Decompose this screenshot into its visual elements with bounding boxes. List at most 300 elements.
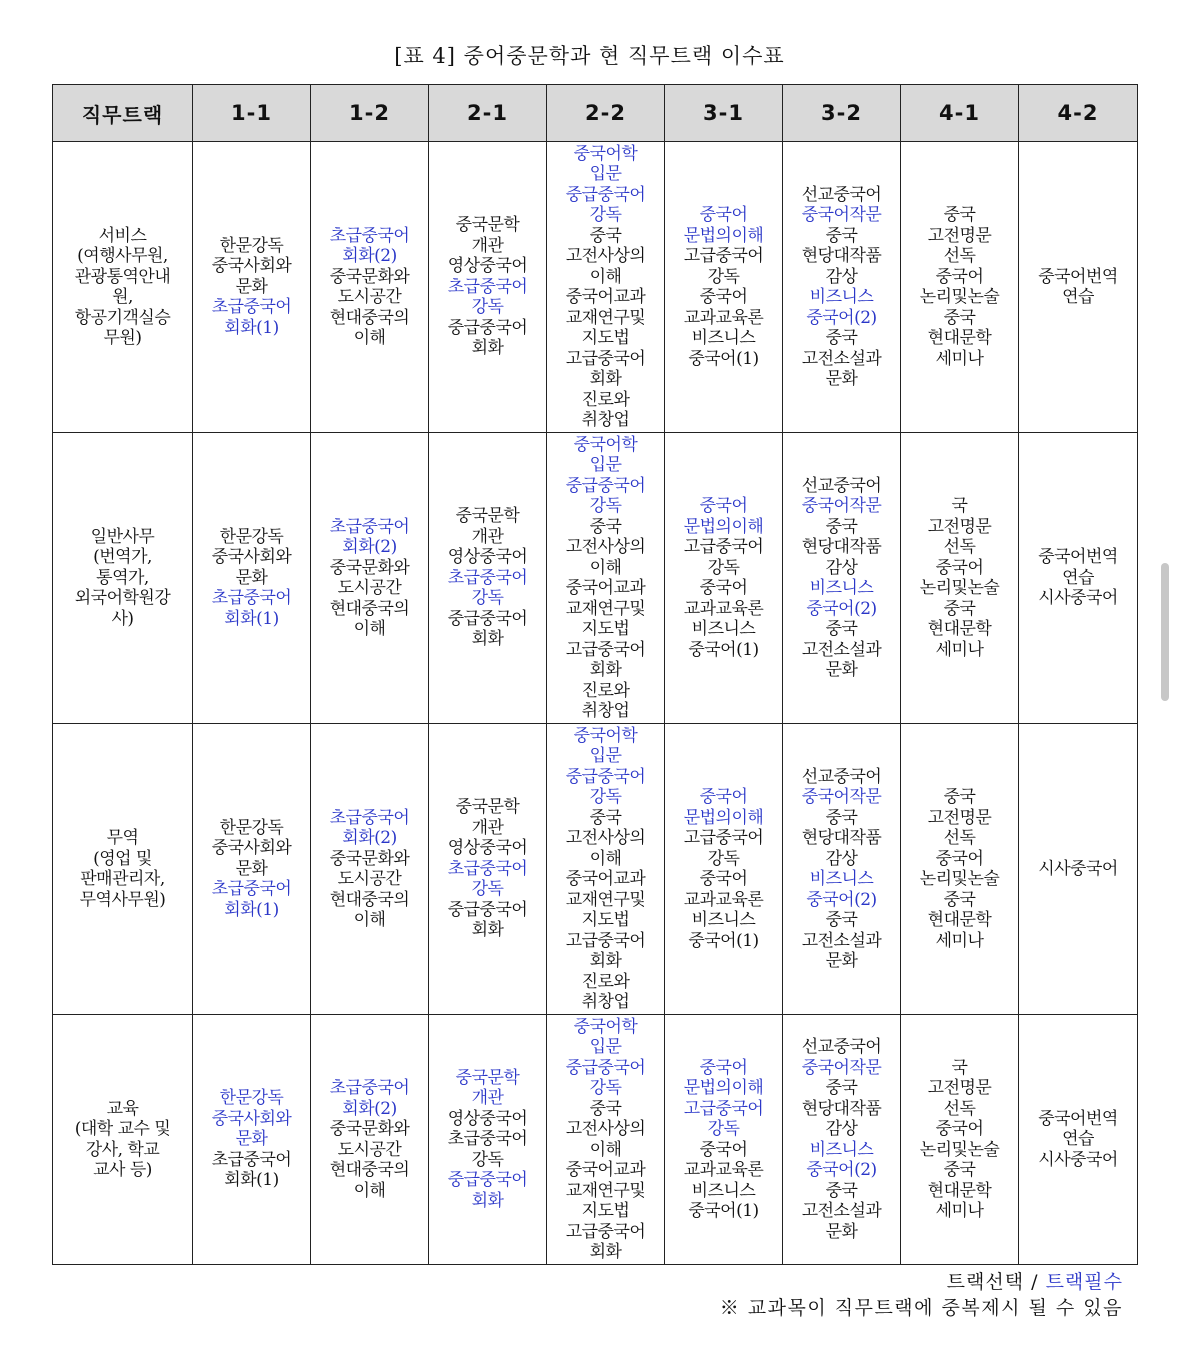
course-elective: 문화 — [235, 858, 268, 879]
course-elective: 중국문화와 — [329, 848, 410, 869]
course-elective: 중급중국어 — [447, 317, 528, 338]
course-elective: 현당대작품 — [801, 246, 882, 266]
course-elective: 중국 — [943, 1160, 976, 1180]
course-elective: 교재연구및 — [565, 889, 646, 910]
course-elective: 영상중국어 — [447, 547, 528, 568]
track-name-line: 일반사무 — [90, 526, 155, 547]
course-elective: 중국 — [589, 1098, 622, 1119]
course-elective: 중국 — [825, 619, 858, 639]
course-required: 입문 — [589, 164, 622, 184]
course-elective: 강독 — [471, 1149, 504, 1170]
course-required: 초급중국어 — [447, 567, 528, 588]
course-cell — [429, 1015, 547, 1265]
course-required: 비즈니스 — [809, 869, 874, 889]
track-name-cell — [53, 724, 193, 1015]
course-elective: 연습 — [1062, 1129, 1094, 1150]
course-elective: 중국어교과 — [565, 287, 646, 307]
course-elective: 회화 — [589, 1242, 622, 1262]
course-elective: 중국 — [825, 1180, 858, 1201]
course-elective: 고급중국어 — [683, 828, 764, 848]
track-name-line: (대학 교수 및 — [74, 1119, 171, 1139]
track-name-line: (번역가, — [93, 547, 152, 568]
course-required: 초급중국어 — [211, 879, 292, 900]
track-table — [52, 84, 1138, 1265]
course-elective: 지도법 — [581, 910, 630, 930]
course-elective: 중국 — [943, 598, 976, 619]
course-required: 초급중국어 — [329, 225, 410, 246]
course-elective: 회화 — [589, 369, 622, 389]
course-cell — [311, 142, 429, 433]
course-elective: 회화 — [589, 660, 622, 680]
course-required: 중국어학 — [573, 725, 638, 746]
course-cell — [1019, 142, 1138, 433]
course-elective: 회화 — [471, 629, 504, 650]
track-name-line: 판매관리자, — [80, 869, 165, 889]
course-required: 중국어 — [699, 205, 748, 225]
track-name-cell — [53, 142, 193, 433]
course-elective: 연습 — [1062, 287, 1094, 307]
course-elective: 이해 — [353, 619, 386, 639]
course-elective: 초급중국어 — [447, 1129, 528, 1150]
course-elective: 이해 — [589, 557, 622, 578]
course-elective: 회화 — [471, 920, 504, 941]
course-elective: 교과교육론 — [683, 307, 764, 328]
course-elective: 중국어 — [935, 266, 984, 287]
course-elective: 교과교육론 — [683, 889, 764, 910]
course-required: 강독 — [471, 297, 504, 318]
course-elective: 고전소설과 — [801, 1201, 882, 1221]
course-elective: 감상 — [825, 848, 858, 869]
course-elective: 중국어교과 — [565, 1160, 646, 1180]
header-semester: 4-2 — [1019, 85, 1138, 142]
course-elective: 이해 — [589, 266, 622, 287]
course-required: 강독 — [589, 205, 622, 225]
track-name-line: 서비스 — [98, 225, 147, 246]
course-elective: 중국 — [943, 889, 976, 910]
course-required: 회화 — [471, 1190, 504, 1211]
course-elective: 중국 — [825, 225, 858, 246]
course-cell — [665, 433, 783, 724]
course-required: 고급중국어 — [683, 1098, 764, 1119]
course-required: 회화(2) — [342, 537, 397, 557]
course-elective: 선독 — [943, 537, 976, 557]
course-required: 중국어작문 — [801, 496, 882, 516]
header-semester: 2-1 — [429, 85, 547, 142]
course-elective: 강독 — [707, 266, 740, 287]
course-required: 개관 — [471, 1088, 504, 1109]
course-elective: 논리및논술 — [919, 1139, 1000, 1160]
course-elective: 논리및논술 — [919, 578, 1000, 598]
course-required: 중급중국어 — [565, 766, 646, 787]
course-elective: 지도법 — [581, 1201, 630, 1221]
course-cell — [429, 142, 547, 433]
course-cell — [901, 433, 1019, 724]
course-required: 입문 — [589, 455, 622, 475]
scrollbar-thumb[interactable] — [1161, 563, 1169, 701]
course-elective: 고전소설과 — [801, 639, 882, 660]
course-required: 중국어(2) — [806, 307, 877, 328]
course-cell — [547, 142, 665, 433]
course-elective: 논리및논술 — [919, 869, 1000, 889]
course-required: 입문 — [589, 1037, 622, 1057]
course-elective: 비즈니스 — [691, 328, 756, 348]
course-elective: 한문강독 — [219, 817, 284, 838]
course-required: 회화(1) — [224, 317, 279, 338]
course-elective: 취창업 — [581, 701, 630, 721]
track-name-line: (여행사무원, — [77, 246, 168, 266]
header-track: 직무트랙 — [53, 85, 193, 142]
track-name-cell — [53, 433, 193, 724]
course-cell — [311, 433, 429, 724]
course-elective: 이해 — [353, 910, 386, 930]
course-elective: 비즈니스 — [691, 910, 756, 930]
course-elective: 고급중국어 — [565, 348, 646, 369]
course-elective: 중국어(1) — [688, 348, 759, 369]
course-elective: 현대중국의 — [329, 598, 410, 619]
table-caption: [표 4] 중어중문학과 현 직무트랙 이수표 — [394, 44, 785, 68]
course-elective: 중국어 — [699, 1139, 748, 1160]
course-cell — [547, 1015, 665, 1265]
header-semester: 3-2 — [783, 85, 901, 142]
course-elective: 세미나 — [935, 1201, 984, 1221]
course-elective: 취창업 — [581, 992, 630, 1012]
course-elective: 선독 — [943, 828, 976, 848]
course-elective: 강독 — [707, 848, 740, 869]
course-elective: 중국어번역 — [1038, 266, 1118, 287]
course-elective: 강독 — [707, 557, 740, 578]
course-cell — [783, 142, 901, 433]
course-elective: 중국 — [943, 307, 976, 328]
course-elective: 중국 — [825, 516, 858, 537]
course-elective: 중국문학 — [455, 506, 520, 527]
course-elective: 고전소설과 — [801, 930, 882, 951]
course-required: 중국어(2) — [806, 1160, 877, 1180]
course-cell — [547, 433, 665, 724]
course-cell — [311, 1015, 429, 1265]
course-cell — [429, 724, 547, 1015]
course-required: 강독 — [707, 1119, 740, 1139]
course-required: 회화(2) — [342, 1098, 397, 1119]
course-required: 문법의이해 — [683, 807, 764, 828]
course-elective: 문화 — [825, 369, 858, 389]
course-required: 중국어 — [699, 1057, 748, 1078]
course-elective: 중국 — [825, 807, 858, 828]
course-elective: 중국어 — [935, 557, 984, 578]
course-elective: 국 — [951, 1057, 968, 1078]
track-name-line: 무역 — [106, 828, 139, 848]
course-elective: 중국 — [589, 516, 622, 537]
course-elective: 문화 — [825, 1221, 858, 1242]
header-semester: 1-2 — [311, 85, 429, 142]
course-required: 중급중국어 — [565, 1057, 646, 1078]
course-elective: 영상중국어 — [447, 838, 528, 859]
track-name-line: 사) — [111, 608, 134, 629]
course-required: 강독 — [471, 879, 504, 900]
course-elective: 진로와 — [581, 389, 630, 410]
course-required: 초급중국어 — [447, 858, 528, 879]
course-elective: 고급중국어 — [565, 639, 646, 660]
course-elective: 고급중국어 — [683, 246, 764, 266]
track-name-cell — [53, 1015, 193, 1265]
course-elective: 개관 — [471, 235, 504, 256]
course-elective: 중국 — [825, 328, 858, 348]
track-name-line: 관광통역안내 — [74, 266, 171, 287]
course-elective: 선교중국어 — [801, 766, 882, 787]
course-required: 초급중국어 — [211, 588, 292, 609]
course-elective: 세미나 — [935, 930, 984, 951]
course-elective: 고전사상의 — [565, 1119, 646, 1139]
course-elective: 선교중국어 — [801, 184, 882, 205]
course-cell — [783, 433, 901, 724]
course-required: 중국어 — [699, 787, 748, 807]
course-elective: 중국문학 — [455, 797, 520, 818]
course-cell — [547, 724, 665, 1015]
course-cell — [901, 724, 1019, 1015]
course-elective: 중국문화와 — [329, 557, 410, 578]
course-elective: 취창업 — [581, 410, 630, 430]
course-elective: 비즈니스 — [691, 1180, 756, 1201]
course-elective: 국 — [951, 496, 968, 516]
course-cell — [193, 142, 311, 433]
course-required: 중국문학 — [455, 1067, 520, 1088]
course-elective: 고전명문 — [927, 807, 992, 828]
course-elective: 현대중국의 — [329, 889, 410, 910]
course-required: 문법의이해 — [683, 516, 764, 537]
track-name-line: 강사, 학교 — [85, 1139, 160, 1160]
course-required: 문법의이해 — [683, 1078, 764, 1098]
course-elective: 고전사상의 — [565, 537, 646, 557]
course-elective: 중국 — [943, 205, 976, 225]
track-name-line: 외국어학원강 — [74, 588, 171, 609]
course-elective: 교재연구및 — [565, 1180, 646, 1201]
header-semester: 3-1 — [665, 85, 783, 142]
course-cell — [1019, 724, 1138, 1015]
course-required: 초급중국어 — [329, 807, 410, 828]
course-elective: 현당대작품 — [801, 537, 882, 557]
course-elective: 문화 — [825, 660, 858, 680]
track-name-line: 원, — [112, 287, 133, 307]
course-required: 입문 — [589, 746, 622, 766]
course-elective: 고전명문 — [927, 1078, 992, 1098]
course-required: 중국어학 — [573, 1016, 638, 1037]
course-required: 중국어작문 — [801, 1057, 882, 1078]
header-semester: 1-1 — [193, 85, 311, 142]
course-cell — [429, 433, 547, 724]
course-elective: 중국어 — [935, 1119, 984, 1139]
course-required: 중국어(2) — [806, 598, 877, 619]
course-cell — [665, 142, 783, 433]
course-cell — [783, 1015, 901, 1265]
course-required: 초급중국어 — [329, 1078, 410, 1098]
course-elective: 선교중국어 — [801, 1037, 882, 1057]
course-elective: 중국사회와 — [211, 838, 292, 859]
course-elective: 지도법 — [581, 328, 630, 348]
course-elective: 회화(1) — [224, 1170, 279, 1191]
course-elective: 회화 — [471, 338, 504, 359]
course-required: 초급중국어 — [329, 516, 410, 537]
course-required: 중국사회와 — [211, 1108, 292, 1129]
course-cell — [1019, 433, 1138, 724]
course-required: 중급중국어 — [565, 184, 646, 205]
course-elective: 세미나 — [935, 639, 984, 660]
course-elective: 초급중국어 — [211, 1149, 292, 1170]
course-elective: 지도법 — [581, 619, 630, 639]
table-row — [53, 433, 1138, 724]
course-elective: 중국어 — [699, 869, 748, 889]
course-elective: 이해 — [589, 1139, 622, 1160]
course-required: 초급중국어 — [447, 276, 528, 297]
track-name-line: 교사 등) — [93, 1160, 152, 1180]
course-required: 회화(2) — [342, 246, 397, 266]
course-elective: 도시공간 — [337, 869, 402, 889]
course-elective: 중국어(1) — [688, 930, 759, 951]
course-cell — [1019, 1015, 1138, 1265]
course-elective: 고전소설과 — [801, 348, 882, 369]
course-elective: 현당대작품 — [801, 828, 882, 848]
course-elective: 감상 — [825, 266, 858, 287]
course-elective: 개관 — [471, 526, 504, 547]
table-row — [53, 724, 1138, 1015]
course-elective: 중급중국어 — [447, 608, 528, 629]
course-elective: 이해 — [589, 848, 622, 869]
course-elective: 중국어 — [699, 578, 748, 598]
course-elective: 진로와 — [581, 680, 630, 701]
track-name-line: 통역가, — [96, 567, 149, 588]
course-elective: 교과교육론 — [683, 1160, 764, 1180]
course-required: 강독 — [589, 1078, 622, 1098]
course-required: 중국어학 — [573, 143, 638, 164]
course-required: 회화(2) — [342, 828, 397, 848]
course-elective: 고전사상의 — [565, 828, 646, 848]
course-elective: 비즈니스 — [691, 619, 756, 639]
course-elective: 중국사회와 — [211, 547, 292, 568]
course-required: 초급중국어 — [211, 297, 292, 318]
course-elective: 시사중국어 — [1038, 1149, 1118, 1170]
course-required: 강독 — [589, 787, 622, 807]
course-elective: 중국어 — [935, 848, 984, 869]
header-semester: 2-2 — [547, 85, 665, 142]
course-elective: 중급중국어 — [447, 899, 528, 920]
legend-required: 트랙필수 — [1045, 1271, 1123, 1293]
course-required: 중국어작문 — [801, 787, 882, 807]
course-required: 한문강독 — [219, 1088, 284, 1109]
track-name-line: (영업 및 — [93, 848, 152, 869]
course-required: 회화(1) — [224, 899, 279, 920]
course-required: 중국어학 — [573, 434, 638, 455]
footnote: ※ 교과목이 직무트랙에 중복제시 될 수 있음 — [719, 1297, 1123, 1319]
course-elective: 감상 — [825, 557, 858, 578]
track-name-line: 교육 — [106, 1098, 139, 1119]
course-required: 중국어(2) — [806, 889, 877, 910]
course-elective: 회화 — [589, 951, 622, 971]
course-elective: 문화 — [235, 567, 268, 588]
course-elective: 세미나 — [935, 348, 984, 369]
course-elective: 고급중국어 — [683, 537, 764, 557]
course-required: 문법의이해 — [683, 225, 764, 246]
course-elective: 선독 — [943, 246, 976, 266]
course-elective: 교과교육론 — [683, 598, 764, 619]
table-row — [53, 1015, 1138, 1265]
course-elective: 중국어교과 — [565, 578, 646, 598]
course-elective: 영상중국어 — [447, 256, 528, 277]
header-row — [53, 85, 1138, 142]
course-elective: 현대문학 — [927, 619, 992, 639]
course-required: 비즈니스 — [809, 578, 874, 598]
course-elective: 감상 — [825, 1119, 858, 1139]
course-elective: 현대문학 — [927, 328, 992, 348]
course-elective: 선독 — [943, 1098, 976, 1119]
course-elective: 중국어교과 — [565, 869, 646, 889]
course-elective: 중국 — [589, 225, 622, 246]
course-elective: 현대중국의 — [329, 1160, 410, 1180]
course-elective: 도시공간 — [337, 287, 402, 307]
course-elective: 중국사회와 — [211, 256, 292, 277]
course-elective: 중국 — [825, 910, 858, 930]
course-elective: 고전사상의 — [565, 246, 646, 266]
course-cell — [665, 1015, 783, 1265]
table-row — [53, 142, 1138, 433]
course-elective: 교재연구및 — [565, 598, 646, 619]
legend-elective: 트랙선택 — [946, 1271, 1025, 1293]
course-elective: 도시공간 — [337, 1139, 402, 1160]
course-elective: 중국문화와 — [329, 1119, 410, 1139]
course-elective: 중국어번역 — [1038, 547, 1118, 568]
course-cell — [665, 724, 783, 1015]
course-required: 강독 — [471, 588, 504, 609]
course-elective: 영상중국어 — [447, 1108, 528, 1129]
course-elective: 한문강독 — [219, 526, 284, 547]
course-cell — [193, 1015, 311, 1265]
course-elective: 연습 — [1062, 567, 1094, 588]
course-cell — [311, 724, 429, 1015]
course-elective: 중국 — [589, 807, 622, 828]
track-name-line: 무원) — [103, 328, 142, 348]
legend — [947, 1267, 1123, 1294]
course-elective: 논리및논술 — [919, 287, 1000, 307]
course-elective: 중국문화와 — [329, 266, 410, 287]
course-required: 중급중국어 — [565, 475, 646, 496]
course-cell — [901, 1015, 1019, 1265]
course-elective: 현당대작품 — [801, 1098, 882, 1119]
course-required: 강독 — [589, 496, 622, 516]
course-elective: 중국문학 — [455, 215, 520, 236]
course-elective: 문화 — [825, 951, 858, 971]
course-elective: 진로와 — [581, 971, 630, 992]
course-required: 비즈니스 — [809, 287, 874, 307]
course-elective: 고전명문 — [927, 516, 992, 537]
course-elective: 한문강독 — [219, 235, 284, 256]
course-cell — [901, 142, 1019, 433]
course-elective: 고급중국어 — [565, 1221, 646, 1242]
course-elective: 고급중국어 — [565, 930, 646, 951]
course-required: 중국어 — [699, 496, 748, 516]
course-elective: 중국어 — [699, 287, 748, 307]
track-name-line: 항공기객실승 — [74, 307, 171, 328]
course-elective: 이해 — [353, 1180, 386, 1201]
course-required: 문화 — [235, 1129, 268, 1150]
course-elective: 중국 — [825, 1078, 858, 1098]
course-elective: 이해 — [353, 328, 386, 348]
course-elective: 중국어(1) — [688, 639, 759, 660]
course-cell — [783, 724, 901, 1015]
course-elective: 시사중국어 — [1038, 588, 1118, 609]
course-required: 비즈니스 — [809, 1139, 874, 1160]
course-cell — [193, 433, 311, 724]
course-required: 중급중국어 — [447, 1170, 528, 1191]
course-elective: 현대문학 — [927, 910, 992, 930]
course-elective: 중국어(1) — [688, 1201, 759, 1221]
course-elective: 도시공간 — [337, 578, 402, 598]
